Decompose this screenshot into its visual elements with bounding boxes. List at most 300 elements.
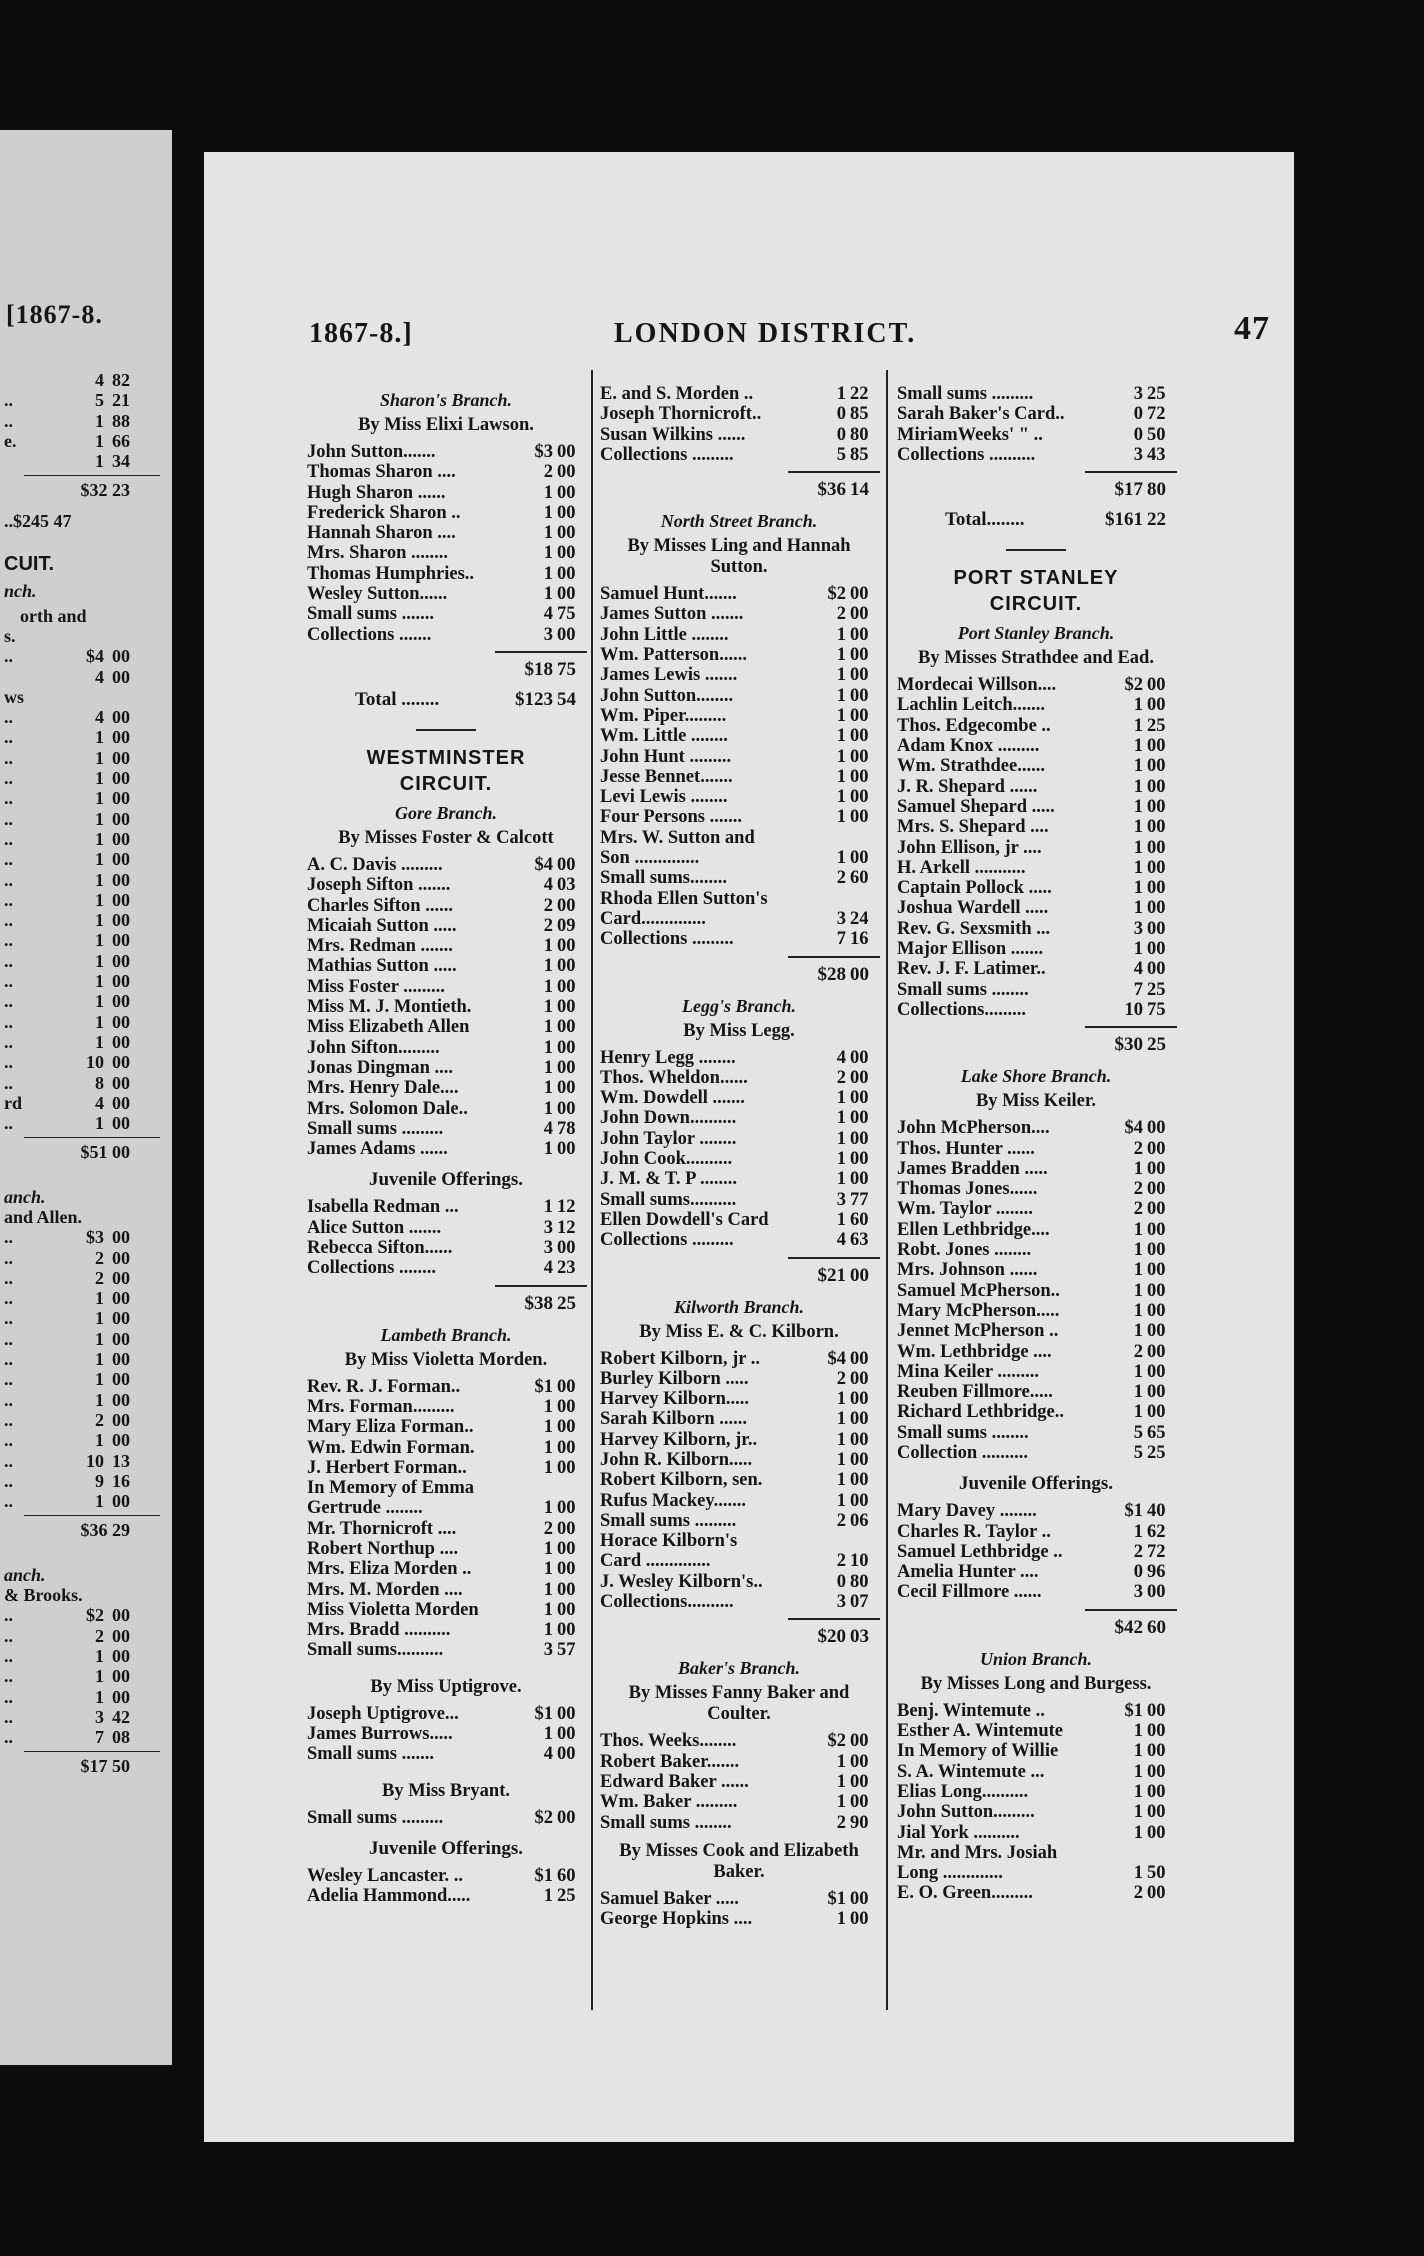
amount-cents: 00 <box>850 1449 869 1470</box>
entry-row <box>895 736 1177 756</box>
spacer <box>598 1833 880 1839</box>
donor-name: J. M. & T. P ........ <box>600 1169 738 1190</box>
fragment-text: .. <box>4 910 13 931</box>
fragment-row <box>0 1288 164 1308</box>
entry-row <box>895 1443 1177 1463</box>
donor-name: Samuel Shepard ..... <box>897 796 1055 817</box>
amount-cents: 00 <box>850 1909 869 1930</box>
collector-line: By Misses Fanny Baker and Coulter. <box>628 1683 850 1725</box>
amount-dollars: 1 <box>1133 1260 1143 1281</box>
sum-rule <box>1085 1026 1177 1028</box>
amount-dollars: 1 <box>543 563 553 584</box>
amount-dollars: 4 <box>543 1258 553 1279</box>
entry-row <box>895 1402 1177 1422</box>
amount-dollars: 1 <box>1133 898 1143 919</box>
fragment-branch: anch. <box>4 1564 46 1585</box>
donor-name: Jesse Bennet....... <box>600 766 733 787</box>
amount-cents: 85 <box>850 404 869 425</box>
fragment-row <box>0 727 164 747</box>
fragment-cents: 16 <box>112 1470 130 1491</box>
fragment-row <box>0 1666 164 1686</box>
donor-name: Rufus Mackey....... <box>600 1490 746 1511</box>
left-page-column <box>0 370 164 1777</box>
entry-row <box>895 1423 1177 1443</box>
entry-row <box>598 767 880 787</box>
section-divider <box>416 729 476 731</box>
fragment-text: .. <box>4 808 13 829</box>
amount-cents: 00 <box>850 685 869 706</box>
entry-row <box>895 1701 1177 1721</box>
amount-cents: 00 <box>557 1376 576 1397</box>
fragment-text: .. <box>4 1470 13 1491</box>
entry-row <box>598 604 880 624</box>
entry-row <box>598 1551 880 1571</box>
fragment-rule <box>24 1751 160 1752</box>
total-label: Total........ <box>945 509 1025 531</box>
donor-name: John Sutton....... <box>307 442 436 462</box>
entry-row <box>895 1220 1177 1240</box>
amount-dollars: 1 <box>543 1620 553 1641</box>
fragment-text: .. <box>4 747 13 768</box>
entry-row <box>305 855 587 875</box>
entry-row <box>305 1886 587 1906</box>
entry-row <box>598 726 880 746</box>
donor-name: Joseph Thornicroft.. <box>600 404 762 425</box>
amount-dollars: 1 <box>1133 756 1143 777</box>
donor-name: Mrs. W. Sutton and <box>600 827 755 848</box>
entry-row <box>598 1169 880 1189</box>
donor-name: Thomas Jones...... <box>897 1179 1038 1200</box>
entry-row <box>305 1519 587 1539</box>
entry-row <box>598 665 880 685</box>
amount-cents: 00 <box>1147 1219 1166 1240</box>
donor-name: Rev. R. J. Forman.. <box>307 1376 461 1397</box>
amount-cents: 00 <box>557 976 576 997</box>
fragment-cents: 00 <box>112 1389 130 1410</box>
amount-cents: 62 <box>1147 1521 1166 1542</box>
fragment-text: .. <box>4 1113 13 1134</box>
amount-cents: 00 <box>557 624 576 645</box>
fragment-cents: 00 <box>112 1645 130 1666</box>
amount-cents: 00 <box>557 563 576 584</box>
entry-row <box>305 1478 587 1498</box>
amount-dollars: 5 <box>1133 1422 1143 1443</box>
page-number: 47 <box>1234 310 1270 347</box>
amount-dollars: 1 <box>836 384 846 404</box>
amount-cents: 00 <box>1147 776 1166 797</box>
fragment-cents: 00 <box>112 808 130 829</box>
amount-dollars: 1 <box>1133 1822 1143 1843</box>
subtotal-cents: 00 <box>850 1264 869 1286</box>
fragment-dollars: 1 <box>95 768 104 789</box>
fragment-row <box>0 971 164 991</box>
header-year: 1867-8.] <box>309 318 413 349</box>
fragment-text: .. <box>4 1328 13 1349</box>
entry-row <box>598 747 880 767</box>
fragment-text: .. <box>4 1288 13 1309</box>
amount-dollars: 1 <box>1133 1361 1143 1382</box>
amount-cents: 00 <box>850 766 869 787</box>
amount-dollars: 3 <box>836 908 846 929</box>
amount-dollars: $1 <box>827 1888 846 1909</box>
fragment-dollars: 1 <box>95 1666 104 1687</box>
sum-rule <box>788 1257 880 1259</box>
fragment-dollars: 1 <box>95 828 104 849</box>
juvenile-heading: Juvenile Offerings. <box>368 1837 524 1859</box>
amount-cents: 00 <box>1147 1741 1166 1762</box>
entry-row <box>598 1450 880 1470</box>
amount-cents: 00 <box>1147 817 1166 838</box>
amount-cents: 00 <box>1147 1260 1166 1281</box>
donor-name: Small sums.......... <box>600 1189 737 1210</box>
donor-name: Sarah Kilborn ...... <box>600 1409 747 1430</box>
entry-row <box>305 1600 587 1620</box>
fragment-dollars: 1 <box>95 991 104 1012</box>
entry-row <box>598 1772 880 1792</box>
entry-row <box>895 858 1177 878</box>
fragment-cents: 00 <box>112 971 130 992</box>
amount-dollars: 1 <box>1133 796 1143 817</box>
collector-line: By Miss Legg. <box>683 1020 795 1041</box>
entry-row <box>598 1752 880 1772</box>
entry-row <box>305 1559 587 1579</box>
fragment-cents: 00 <box>112 1605 130 1626</box>
amount-dollars: 1 <box>1133 1158 1143 1179</box>
amount-cents: 25 <box>1147 384 1166 404</box>
circuit-name: WESTMINSTER <box>366 746 526 769</box>
amount-cents: 00 <box>850 787 869 808</box>
entry-row <box>305 604 587 624</box>
fragment-by: s. <box>4 625 16 646</box>
donor-name: John McPherson.... <box>897 1118 1050 1139</box>
amount-dollars: 3 <box>1133 444 1143 465</box>
entry-row <box>895 695 1177 715</box>
amount-cents: 00 <box>557 1599 576 1620</box>
header-title: LONDON DISTRICT. <box>614 318 917 349</box>
amount-dollars: 3 <box>836 1189 846 1210</box>
fragment-dollars: 1 <box>95 1645 104 1666</box>
amount-dollars: 1 <box>836 624 846 645</box>
amount-cents: 00 <box>1147 1199 1166 1220</box>
donor-name: Jonas Dingman .... <box>307 1057 453 1078</box>
donor-name: Robert Kilborn, jr .. <box>600 1348 760 1369</box>
fragment-cents: 00 <box>112 910 130 931</box>
entry-row <box>598 1230 880 1250</box>
entry-row <box>305 1017 587 1037</box>
amount-dollars: 2 <box>1133 1138 1143 1159</box>
fragment-cents: 00 <box>112 1308 130 1329</box>
amount-cents: 90 <box>850 1812 869 1833</box>
amount-cents: 00 <box>850 604 869 625</box>
amount-dollars: 0 <box>1133 424 1143 445</box>
amount-dollars: 1 <box>1133 715 1143 736</box>
donor-name: E. and S. Morden .. <box>600 384 754 404</box>
fragment-cents: 00 <box>112 1328 130 1349</box>
fragment-row <box>0 1369 164 1389</box>
entry-row <box>305 564 587 584</box>
amount-cents: 75 <box>1147 999 1166 1020</box>
donor-name: Charles Sifton ...... <box>307 895 453 916</box>
amount-cents: 00 <box>1147 675 1166 696</box>
entry-row <box>895 1562 1177 1582</box>
entry-row <box>895 959 1177 979</box>
donor-name: Wm. Edwin Forman. <box>307 1437 475 1458</box>
amount-dollars: 1 <box>543 1139 553 1160</box>
amount-cents: 00 <box>1147 1179 1166 1200</box>
fragment-dollars: 4 <box>95 370 104 390</box>
amount-cents: 85 <box>850 444 869 465</box>
fragment-dollars: 1 <box>95 849 104 870</box>
donor-name: Collections......... <box>897 999 1026 1020</box>
fragment-cents: 00 <box>112 950 130 971</box>
subtotal-cents: 14 <box>850 479 869 501</box>
fragment-dollars: 1 <box>95 808 104 829</box>
donor-name: Frederick Sharon .. <box>307 502 461 523</box>
amount-cents: 00 <box>850 848 869 869</box>
collector-line: By Miss Elixi Lawson. <box>358 415 534 435</box>
amount-dollars: 1 <box>836 665 846 686</box>
fragment-row <box>0 991 164 1011</box>
donor-name: Burley Kilborn ..... <box>600 1368 749 1389</box>
fragment-row <box>0 1491 164 1511</box>
fragment-dollars: 2 <box>95 1409 104 1430</box>
fragment-cents: 00 <box>112 747 130 768</box>
circuit-name: PORT STANLEY <box>953 567 1119 590</box>
donor-name: Mrs. S. Shepard .... <box>897 817 1049 838</box>
amount-cents: 00 <box>557 1417 576 1438</box>
entry-row <box>598 1470 880 1490</box>
amount-cents: 00 <box>850 584 869 605</box>
entry-row <box>598 645 880 665</box>
amount-dollars: 1 <box>836 1389 846 1410</box>
amount-dollars: $2 <box>1124 675 1143 696</box>
amount-dollars: 2 <box>836 1510 846 1531</box>
donor-name: Jial York .......... <box>897 1822 1020 1843</box>
donor-name: Sarah Baker's Card.. <box>897 404 1065 425</box>
donor-name: James Burrows..... <box>307 1724 453 1745</box>
amount-dollars: 1 <box>543 1057 553 1078</box>
entry-row <box>598 1149 880 1169</box>
fragment-text: .. <box>4 707 13 728</box>
amount-dollars: 1 <box>543 1599 553 1620</box>
fragment-dollars: 1 <box>95 410 104 431</box>
amount-cents: 00 <box>557 1498 576 1519</box>
fragment-circuit: CUIT. <box>4 553 54 576</box>
amount-cents: 96 <box>1147 1562 1166 1583</box>
fragment-cents: 00 <box>112 666 130 687</box>
amount-dollars: 1 <box>836 1429 846 1450</box>
fragment-branch: nch. <box>4 581 37 602</box>
entry-row <box>598 1048 880 1068</box>
amount-cents: 78 <box>557 1118 576 1139</box>
donor-name: Samuel Lethbridge .. <box>897 1541 1063 1562</box>
entry-row <box>895 1542 1177 1562</box>
fragment-cents: 42 <box>112 1706 130 1727</box>
amount-dollars: 4 <box>1133 959 1143 980</box>
subtotal-dollars: $18 <box>524 658 553 680</box>
amount-cents: 00 <box>850 645 869 666</box>
entry-row <box>305 956 587 976</box>
donor-name: Joshua Wardell ..... <box>897 898 1049 919</box>
entry-row <box>305 1258 587 1278</box>
amount-dollars: 1 <box>836 1088 846 1109</box>
entry-row <box>895 1823 1177 1843</box>
branch-heading: Port Stanley Branch. <box>957 623 1115 644</box>
fragment-dollars: 1 <box>95 1288 104 1309</box>
fragment-dollars: 4 <box>95 707 104 728</box>
subtotal <box>305 1293 587 1319</box>
donor-name: In Memory of Willie <box>897 1741 1059 1762</box>
amount-cents: 00 <box>850 1490 869 1511</box>
amount-cents: 07 <box>850 1592 869 1613</box>
fragment-text: e. <box>4 430 17 451</box>
donor-name: Thos. Edgecombe .. <box>897 715 1051 736</box>
fragment-row <box>0 870 164 890</box>
fragment-dollars: 4 <box>95 1092 104 1113</box>
amount-cents: 60 <box>850 1209 869 1230</box>
fragment-dollars: 1 <box>95 1389 104 1410</box>
entry-row <box>895 1362 1177 1382</box>
fragment-row <box>0 1471 164 1491</box>
donor-name: Ellen Dowdell's Card <box>600 1209 769 1230</box>
amount-cents: 00 <box>1147 796 1166 817</box>
amount-dollars: 7 <box>1133 979 1143 1000</box>
donor-name: Mrs. Eliza Morden .. <box>307 1559 472 1580</box>
donor-name: Thos. Hunter ...... <box>897 1138 1035 1159</box>
fragment-text: .. <box>4 1369 13 1390</box>
donor-name: Hugh Sharon ...... <box>307 482 446 503</box>
amount-cents: 00 <box>1147 1300 1166 1321</box>
entry-row <box>598 1731 880 1751</box>
amount-cents: 00 <box>1147 736 1166 757</box>
amount-dollars: 1 <box>543 1579 553 1600</box>
entry-row <box>305 936 587 956</box>
branch-heading: Lake Shore Branch. <box>960 1066 1112 1087</box>
amount-dollars: 3 <box>836 1592 846 1613</box>
amount-cents: 60 <box>850 868 869 889</box>
amount-dollars: 2 <box>1133 1179 1143 1200</box>
amount-dollars: 1 <box>1133 1521 1143 1542</box>
fragment-text: .. <box>4 828 13 849</box>
donor-name: Wm. Baker ......... <box>600 1792 738 1813</box>
donor-name: Isabella Redman ... <box>307 1197 459 1218</box>
amount-dollars: $3 <box>534 442 553 462</box>
fragment-text: .. <box>4 869 13 890</box>
subtotal-dollars: $38 <box>524 1292 553 1314</box>
collector-line: By Misses Ling and Hannah Sutton. <box>627 536 851 578</box>
entry-row <box>598 706 880 726</box>
subtotal-cents: 75 <box>557 658 576 680</box>
fragment-dollars: 2 <box>95 1247 104 1268</box>
amount-cents: 00 <box>557 1139 576 1160</box>
amount-cents: 00 <box>557 895 576 916</box>
fragment-row <box>0 707 164 727</box>
fragment-cents: 21 <box>112 390 130 411</box>
donor-name: Thos. Weeks........ <box>600 1731 737 1752</box>
fragment-cents: 00 <box>112 768 130 789</box>
amount-dollars: 1 <box>1133 1280 1143 1301</box>
donor-name: Rebecca Sifton...... <box>307 1238 453 1259</box>
amount-dollars: 1 <box>543 1724 553 1745</box>
entry-row <box>895 1342 1177 1362</box>
donor-name: Elias Long.......... <box>897 1781 1029 1802</box>
amount-dollars: 1 <box>543 584 553 605</box>
amount-cents: 00 <box>850 1368 869 1389</box>
donor-name: Collections.......... <box>600 1592 734 1613</box>
donor-name: Amelia Hunter .... <box>897 1562 1039 1583</box>
fragment-subtotal: $51 00 <box>80 1142 130 1163</box>
amount-dollars: 4 <box>543 1118 553 1139</box>
amount-dollars: 1 <box>1133 817 1143 838</box>
fragment-cents: 00 <box>112 1011 130 1032</box>
branch-heading: Kilworth Branch. <box>673 1296 805 1317</box>
amount-dollars: 3 <box>1133 1582 1143 1603</box>
donor-name: Collection .......... <box>897 1442 1029 1463</box>
donor-name: Small sums ........ <box>897 1422 1029 1443</box>
donor-name: A. C. Davis ......... <box>307 854 443 875</box>
donor-name: Charles R. Taylor .. <box>897 1521 1051 1542</box>
amount-dollars: 2 <box>1133 1199 1143 1220</box>
amount-cents: 00 <box>1147 1240 1166 1261</box>
entry-row <box>598 868 880 888</box>
amount-dollars: 2 <box>836 604 846 625</box>
donor-name: Small sums ....... <box>307 604 434 625</box>
amount-cents: 22 <box>850 384 869 404</box>
amount-cents: 00 <box>850 624 869 645</box>
entry-row <box>895 1741 1177 1761</box>
donor-name: H. Arkell ........... <box>897 857 1026 878</box>
amount-dollars: 1 <box>543 1437 553 1458</box>
fragment-text: .. <box>4 1227 13 1248</box>
collector-line: By Miss Bryant. <box>382 1780 510 1801</box>
sum-rule <box>788 956 880 958</box>
donor-name: Susan Wilkins ...... <box>600 424 746 445</box>
donor-name: Mr. and Mrs. Josiah <box>897 1842 1058 1863</box>
amount-dollars: 1 <box>1133 1240 1143 1261</box>
donor-name: Samuel Hunt....... <box>600 584 737 605</box>
amount-cents: 00 <box>557 956 576 977</box>
fragment-by: orth and <box>20 605 87 626</box>
entry-row <box>895 1782 1177 1802</box>
fragment-cents: 00 <box>112 849 130 870</box>
entry-row <box>598 1389 880 1409</box>
amount-dollars: 1 <box>1133 1219 1143 1240</box>
entry-row <box>598 1409 880 1429</box>
total-label: Total ........ <box>355 688 440 710</box>
amount-cents: 40 <box>1147 1501 1166 1522</box>
entry-row <box>598 1190 880 1210</box>
donor-name: Robert Baker....... <box>600 1751 740 1772</box>
amount-dollars: 1 <box>836 1490 846 1511</box>
donor-name: Ellen Lethbridge.... <box>897 1219 1050 1240</box>
amount-cents: 00 <box>850 1169 869 1190</box>
fragment-rule <box>24 1137 160 1138</box>
column-rule <box>886 370 888 2010</box>
amount-cents: 00 <box>1147 1402 1166 1423</box>
fragment-dollars: 1 <box>95 869 104 890</box>
fragment-text: .. <box>4 1686 13 1707</box>
amount-cents: 00 <box>850 705 869 726</box>
amount-dollars: 2 <box>836 868 846 889</box>
amount-cents: 00 <box>557 1744 576 1765</box>
amount-cents: 25 <box>557 1886 576 1907</box>
amount-dollars: 1 <box>1133 1761 1143 1782</box>
amount-cents: 00 <box>1147 898 1166 919</box>
entry-row <box>895 919 1177 939</box>
amount-dollars: 1 <box>543 1037 553 1058</box>
amount-dollars: 1 <box>836 726 846 747</box>
fragment-rule <box>24 1515 160 1516</box>
